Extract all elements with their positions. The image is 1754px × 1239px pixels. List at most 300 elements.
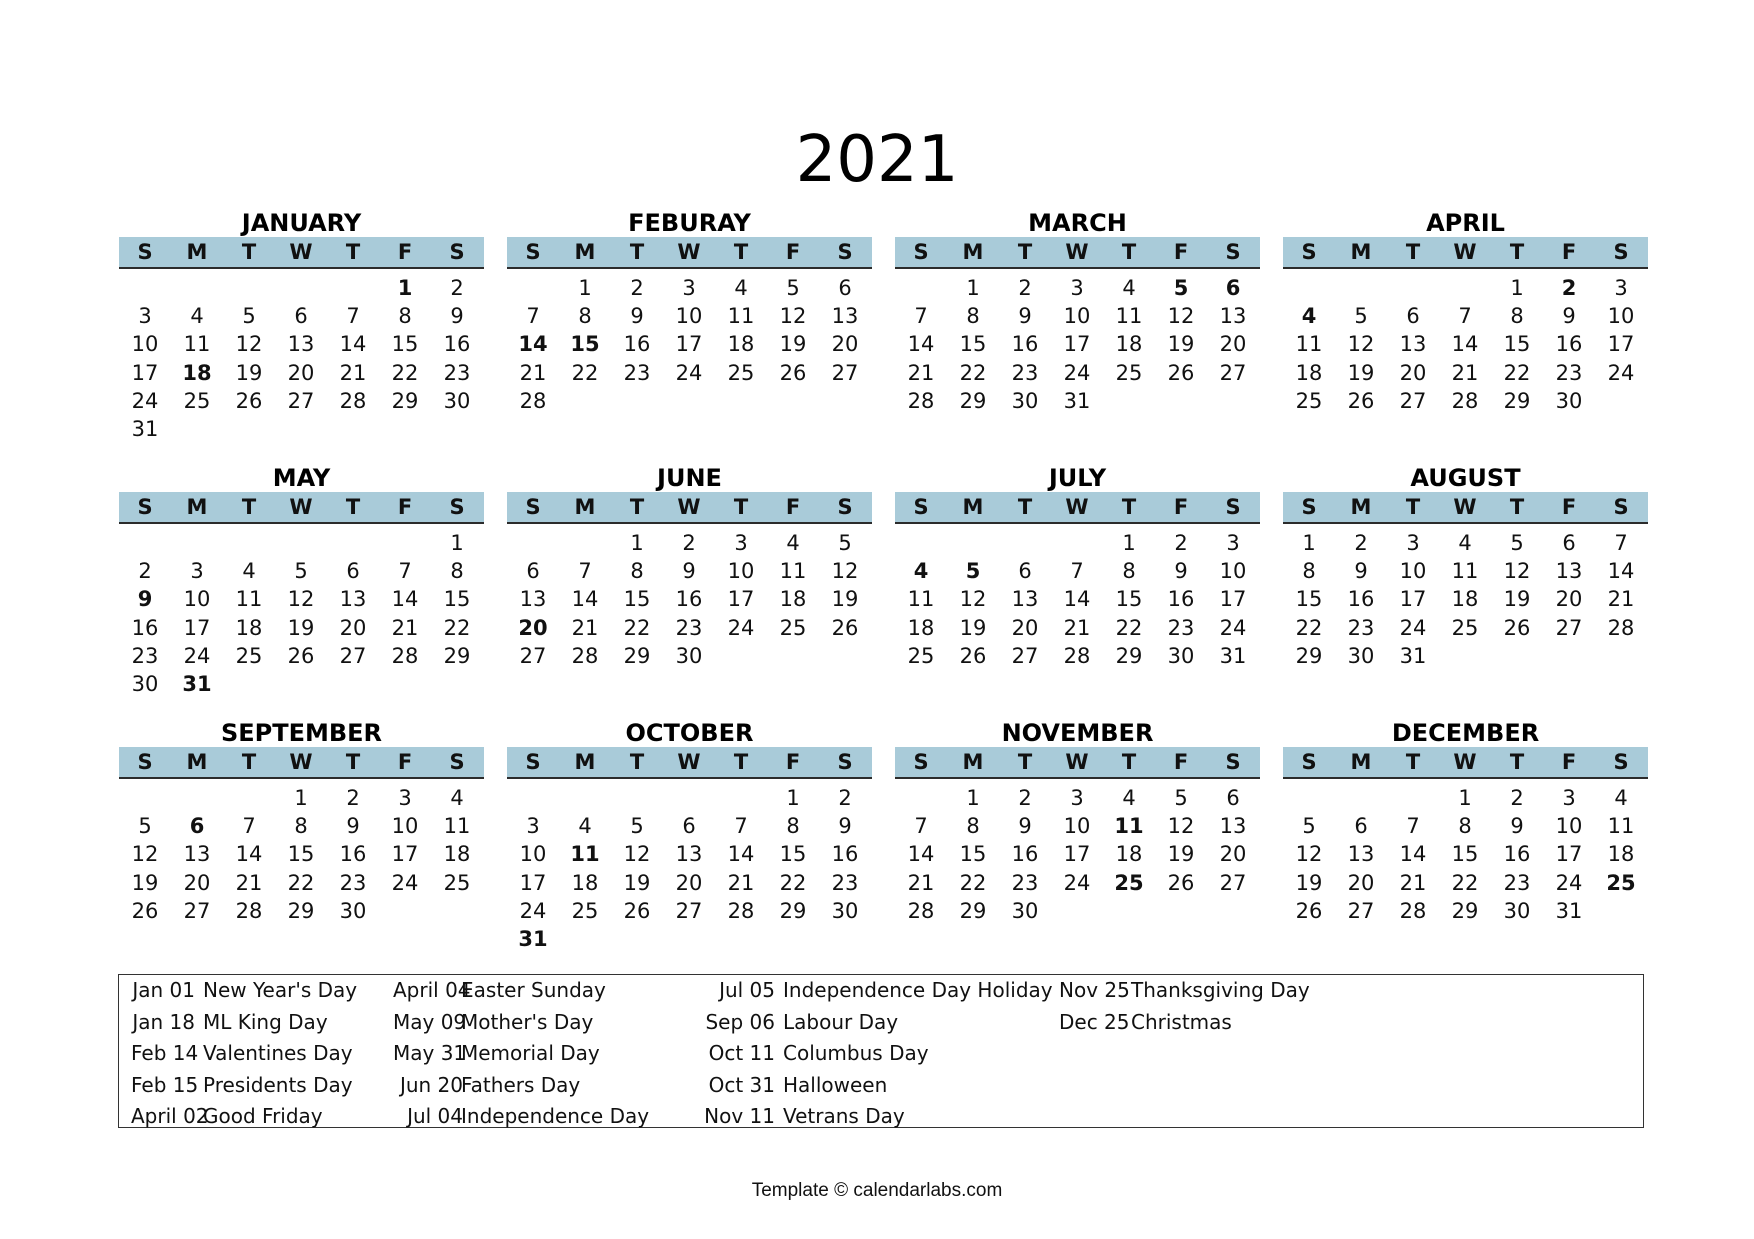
day-cell: 24 [1555, 870, 1583, 895]
day-cell: 12 [779, 304, 807, 329]
day-cell: 23 [1011, 870, 1039, 895]
day-cell: 13 [1347, 842, 1375, 867]
day-cell: 18 [571, 870, 599, 895]
day-cell: 19 [1503, 587, 1531, 612]
day-cell: 22 [959, 870, 987, 895]
day-cell: 12 [1295, 842, 1323, 867]
day-cell: 20 [1347, 870, 1375, 895]
day-cell: 19 [623, 870, 651, 895]
weekday-header: S [913, 240, 929, 264]
weekday-header: T [733, 495, 749, 519]
day-cell: 29 [391, 388, 419, 413]
holiday-name: ML King Day [203, 1009, 328, 1034]
day-cell: 25 [779, 615, 807, 640]
holiday-name: Easter Sunday [461, 978, 606, 1002]
holiday-day-cell: 11 [570, 842, 600, 867]
day-cell: 31 [1399, 643, 1427, 668]
day-cell: 29 [959, 898, 987, 923]
footer-credit: Template © calendarlabs.com [751, 1180, 1003, 1201]
weekday-header: S [1613, 495, 1629, 519]
day-cell: 27 [183, 898, 211, 923]
day-cell: 28 [1063, 643, 1091, 668]
weekday-header: T [1405, 495, 1421, 519]
empty-day-cell [715, 784, 767, 812]
day-cell: 14 [907, 332, 935, 357]
day-cell: 8 [1302, 559, 1316, 584]
holiday-row [687, 1101, 1067, 1133]
empty-day-cell [895, 529, 947, 557]
day-cell: 9 [1018, 304, 1032, 329]
day-cell: 15 [1115, 587, 1143, 612]
day-cell: 20 [1219, 842, 1247, 867]
day-cell: 2 [682, 531, 696, 555]
weekday-header: T [1017, 495, 1033, 519]
day-cell: 12 [959, 587, 987, 612]
day-cell: 9 [682, 559, 696, 584]
day-grid [1283, 269, 1647, 415]
day-cell: 3 [1226, 531, 1240, 555]
day-cell: 2 [838, 786, 852, 810]
holiday-day-cell: 9 [137, 587, 153, 612]
day-cell: 25 [183, 388, 211, 413]
day-cell: 18 [907, 615, 935, 640]
empty-day-cell [1283, 784, 1335, 812]
holiday-day-cell: 1 [397, 276, 413, 300]
weekday-header-row [119, 237, 484, 269]
holiday-row [1047, 975, 1427, 1007]
day-cell: 1 [966, 276, 980, 300]
day-cell: 11 [443, 814, 471, 839]
day-cell: 15 [959, 842, 987, 867]
day-cell: 28 [1399, 898, 1427, 923]
holiday-day-cell: 18 [182, 360, 212, 385]
weekday-header: T [733, 750, 749, 774]
day-cell: 2 [1018, 786, 1032, 810]
day-cell: 24 [727, 615, 755, 640]
day-cell: 4 [786, 531, 800, 555]
day-cell: 2 [450, 276, 464, 300]
weekday-header: S [913, 495, 929, 519]
day-cell: 3 [682, 276, 696, 300]
day-cell: 18 [1607, 842, 1635, 867]
day-cell: 20 [1555, 587, 1583, 612]
day-cell: 11 [1295, 332, 1323, 357]
day-cell: 20 [183, 870, 211, 895]
weekday-header: T [241, 240, 257, 264]
day-cell: 29 [1115, 643, 1143, 668]
day-cell: 9 [1562, 304, 1576, 329]
day-cell: 17 [1219, 587, 1247, 612]
day-cell: 18 [1295, 360, 1323, 385]
day-cell: 24 [131, 388, 159, 413]
weekday-header-row [119, 747, 484, 779]
weekday-header: S [1613, 750, 1629, 774]
day-cell: 4 [242, 559, 256, 584]
day-cell: 19 [1167, 332, 1195, 357]
day-grid [507, 779, 871, 953]
day-cell: 25 [443, 870, 471, 895]
day-cell: 17 [1607, 332, 1635, 357]
day-cell: 24 [675, 360, 703, 385]
holiday-name: Mother's Day [461, 1009, 594, 1034]
holiday-date: Nov 25 [1059, 978, 1130, 1002]
page-title: 2021 [795, 123, 959, 197]
day-cell: 24 [183, 643, 211, 668]
day-cell: 29 [779, 898, 807, 923]
day-cell: 13 [1219, 304, 1247, 329]
day-cell: 5 [838, 531, 852, 555]
day-cell: 14 [1399, 842, 1427, 867]
day-cell: 26 [779, 360, 807, 385]
day-cell: 19 [779, 332, 807, 357]
day-cell: 3 [1614, 276, 1628, 300]
day-cell: 19 [131, 870, 159, 895]
day-cell: 21 [519, 360, 547, 385]
day-cell: 22 [959, 360, 987, 385]
day-grid [507, 269, 871, 415]
day-cell: 29 [1295, 643, 1323, 668]
day-cell: 2 [138, 559, 152, 584]
day-cell: 28 [391, 643, 419, 668]
day-cell: 8 [398, 304, 412, 329]
day-cell: 3 [1070, 786, 1084, 810]
holiday-date: May 09 [393, 1009, 467, 1034]
weekday-header: S [449, 495, 465, 519]
day-cell: 30 [131, 671, 159, 696]
day-cell: 6 [346, 559, 360, 584]
day-cell: 13 [183, 842, 211, 867]
day-cell: 30 [443, 388, 471, 413]
weekday-header: T [345, 750, 361, 774]
weekday-header: W [677, 495, 701, 519]
day-cell: 12 [287, 587, 315, 612]
day-cell: 7 [914, 814, 928, 839]
holiday-name: Labour Day [783, 1009, 899, 1034]
holiday-date: Nov 11 [704, 1104, 775, 1128]
holiday-list [118, 974, 1644, 1128]
weekday-header: S [137, 240, 153, 264]
month-name: JANUARY [241, 209, 362, 237]
month-march [895, 209, 1260, 445]
month-october [507, 719, 872, 955]
empty-day-cell [119, 784, 171, 812]
weekday-header: S [449, 750, 465, 774]
day-cell: 17 [183, 615, 211, 640]
month-june [507, 464, 872, 700]
weekday-header: T [1509, 750, 1525, 774]
month-august [1283, 464, 1648, 700]
weekday-header: F [1173, 240, 1189, 264]
day-cell: 13 [339, 587, 367, 612]
day-cell: 23 [1347, 615, 1375, 640]
day-cell: 15 [1503, 332, 1531, 357]
weekday-header: S [837, 240, 853, 264]
day-cell: 21 [235, 870, 263, 895]
weekday-header: T [1017, 240, 1033, 264]
day-cell: 10 [131, 332, 159, 357]
empty-day-cell [379, 529, 431, 557]
day-cell: 21 [571, 615, 599, 640]
holiday-day-cell: 6 [1225, 276, 1241, 300]
weekday-header: T [733, 240, 749, 264]
day-cell: 25 [907, 643, 935, 668]
day-cell: 21 [907, 360, 935, 385]
month-name: JUNE [657, 464, 722, 492]
day-cell: 21 [391, 615, 419, 640]
holiday-date: Jul 04 [407, 1104, 463, 1128]
weekday-header: S [837, 495, 853, 519]
day-cell: 29 [443, 643, 471, 668]
day-cell: 5 [1174, 786, 1188, 810]
day-cell: 13 [675, 842, 703, 867]
empty-day-cell [1387, 784, 1439, 812]
day-cell: 5 [1354, 304, 1368, 329]
weekday-header: W [1453, 240, 1477, 264]
day-cell: 6 [682, 814, 696, 839]
holiday-day-cell: 20 [518, 615, 548, 640]
day-cell: 12 [831, 559, 859, 584]
weekday-header: M [186, 750, 208, 774]
weekday-header: W [677, 240, 701, 264]
weekday-header: F [397, 240, 413, 264]
holiday-name: Presidents Day [203, 1072, 353, 1097]
holiday-date: Feb 14 [131, 1041, 199, 1065]
day-cell: 20 [831, 332, 859, 357]
day-cell: 10 [183, 587, 211, 612]
day-cell: 17 [727, 587, 755, 612]
day-cell: 22 [287, 870, 315, 895]
weekday-header-row [507, 492, 872, 524]
weekday-header: S [1301, 750, 1317, 774]
day-cell: 26 [287, 643, 315, 668]
day-cell: 11 [1607, 814, 1635, 839]
holiday-name: Halloween [783, 1072, 888, 1097]
holiday-date: April 02 [131, 1104, 209, 1128]
day-cell: 30 [675, 643, 703, 668]
day-cell: 5 [242, 304, 256, 329]
holiday-day-cell: 31 [182, 671, 212, 696]
day-cell: 22 [1295, 615, 1323, 640]
day-cell: 2 [1018, 276, 1032, 300]
holiday-date: Jan 18 [132, 1009, 195, 1034]
day-cell: 22 [1451, 870, 1479, 895]
holiday-day-cell: 4 [913, 559, 929, 584]
empty-day-cell [171, 529, 223, 557]
day-cell: 14 [339, 332, 367, 357]
day-cell: 8 [294, 814, 308, 839]
day-cell: 26 [1347, 388, 1375, 413]
day-cell: 12 [235, 332, 263, 357]
day-cell: 14 [391, 587, 419, 612]
holiday-name: Thanksgiving Day [1131, 978, 1310, 1002]
day-cell: 13 [1399, 332, 1427, 357]
weekday-header: W [1065, 495, 1089, 519]
weekday-header: S [1613, 240, 1629, 264]
day-cell: 8 [630, 559, 644, 584]
holiday-day-cell: 11 [1114, 814, 1144, 839]
day-cell: 23 [675, 615, 703, 640]
weekday-header: S [1301, 240, 1317, 264]
empty-day-cell [1335, 274, 1387, 302]
day-cell: 14 [1607, 559, 1635, 584]
day-cell: 3 [526, 814, 540, 839]
day-cell: 15 [1295, 587, 1323, 612]
day-cell: 27 [675, 898, 703, 923]
holiday-day-cell: 25 [1114, 870, 1144, 895]
day-cell: 19 [235, 360, 263, 385]
weekday-header: S [913, 750, 929, 774]
weekday-header-row [507, 237, 872, 269]
day-cell: 26 [131, 898, 159, 923]
day-cell: 28 [727, 898, 755, 923]
day-cell: 27 [831, 360, 859, 385]
day-cell: 15 [779, 842, 807, 867]
day-cell: 6 [1018, 559, 1032, 584]
weekday-header: W [289, 495, 313, 519]
weekday-header: S [525, 495, 541, 519]
day-cell: 6 [838, 276, 852, 300]
day-cell: 7 [578, 559, 592, 584]
day-cell: 13 [1219, 814, 1247, 839]
weekday-header: S [1225, 495, 1241, 519]
day-cell: 12 [1347, 332, 1375, 357]
day-cell: 19 [287, 615, 315, 640]
weekday-header: F [397, 495, 413, 519]
day-cell: 3 [1562, 786, 1576, 810]
day-cell: 1 [1510, 276, 1524, 300]
day-cell: 28 [235, 898, 263, 923]
weekday-header: M [1350, 240, 1372, 264]
day-grid [119, 269, 483, 443]
day-cell: 3 [1406, 531, 1420, 555]
day-cell: 7 [1070, 559, 1084, 584]
weekday-header: M [574, 240, 596, 264]
holiday-date: Jan 01 [132, 978, 195, 1002]
month-july [895, 464, 1260, 700]
weekday-header-row [119, 492, 484, 524]
day-cell: 30 [1011, 388, 1039, 413]
weekday-header: M [574, 495, 596, 519]
day-cell: 4 [1122, 276, 1136, 300]
day-cell: 9 [1510, 814, 1524, 839]
month-name: FEBURAY [628, 209, 751, 237]
day-cell: 2 [630, 276, 644, 300]
day-cell: 30 [339, 898, 367, 923]
day-cell: 6 [1226, 786, 1240, 810]
day-cell: 1 [630, 531, 644, 555]
month-name: OCTOBER [625, 719, 754, 747]
day-cell: 17 [1063, 332, 1091, 357]
holiday-day-cell: 31 [518, 926, 548, 951]
weekday-header-row [1283, 492, 1648, 524]
day-cell: 20 [1399, 360, 1427, 385]
day-cell: 11 [727, 304, 755, 329]
weekday-header: M [962, 750, 984, 774]
day-cell: 31 [1063, 388, 1091, 413]
day-cell: 26 [959, 643, 987, 668]
day-cell: 7 [734, 814, 748, 839]
weekday-header: S [525, 750, 541, 774]
day-cell: 8 [1122, 559, 1136, 584]
day-cell: 23 [1167, 615, 1195, 640]
day-cell: 16 [831, 842, 859, 867]
day-cell: 3 [1070, 276, 1084, 300]
empty-day-cell [895, 784, 947, 812]
weekday-header: W [1065, 240, 1089, 264]
day-cell: 23 [131, 643, 159, 668]
day-cell: 13 [1555, 559, 1583, 584]
day-cell: 9 [450, 304, 464, 329]
day-grid [119, 524, 483, 698]
holiday-date: Feb 15 [131, 1072, 199, 1097]
weekday-header: S [1225, 750, 1241, 774]
weekday-header: T [629, 495, 645, 519]
day-grid [507, 524, 871, 670]
day-cell: 2 [1510, 786, 1524, 810]
weekday-header: T [1405, 240, 1421, 264]
day-cell: 6 [294, 304, 308, 329]
day-cell: 10 [675, 304, 703, 329]
holiday-row [687, 1007, 1067, 1039]
day-cell: 10 [1063, 814, 1091, 839]
day-cell: 19 [831, 587, 859, 612]
day-cell: 5 [630, 814, 644, 839]
day-cell: 11 [235, 587, 263, 612]
empty-day-cell [223, 784, 275, 812]
holiday-column [687, 975, 1067, 1133]
day-cell: 4 [1458, 531, 1472, 555]
day-cell: 11 [183, 332, 211, 357]
weekday-header: M [962, 495, 984, 519]
holiday-column [1047, 975, 1427, 1038]
weekday-header: F [1561, 495, 1577, 519]
day-cell: 20 [287, 360, 315, 385]
empty-day-cell [171, 784, 223, 812]
holiday-name: Vetrans Day [783, 1104, 905, 1128]
day-cell: 6 [1406, 304, 1420, 329]
weekday-header: F [785, 240, 801, 264]
day-cell: 8 [450, 559, 464, 584]
day-cell: 10 [1607, 304, 1635, 329]
holiday-name: New Year's Day [203, 978, 358, 1002]
day-cell: 26 [1503, 615, 1531, 640]
day-cell: 17 [675, 332, 703, 357]
day-cell: 8 [1510, 304, 1524, 329]
empty-day-cell [275, 274, 327, 302]
weekday-header: S [837, 750, 853, 774]
day-cell: 12 [131, 842, 159, 867]
day-cell: 13 [1011, 587, 1039, 612]
day-cell: 28 [519, 388, 547, 413]
day-cell: 25 [1295, 388, 1323, 413]
day-cell: 7 [398, 559, 412, 584]
day-cell: 16 [1555, 332, 1583, 357]
day-cell: 20 [1219, 332, 1247, 357]
day-cell: 15 [1451, 842, 1479, 867]
day-cell: 14 [907, 842, 935, 867]
empty-day-cell [223, 529, 275, 557]
day-cell: 16 [1503, 842, 1531, 867]
day-cell: 17 [1555, 842, 1583, 867]
day-cell: 6 [1354, 814, 1368, 839]
day-cell: 8 [786, 814, 800, 839]
weekday-header: F [785, 750, 801, 774]
day-cell: 27 [1399, 388, 1427, 413]
day-cell: 31 [131, 416, 159, 441]
day-grid [895, 779, 1259, 925]
weekday-header: T [629, 240, 645, 264]
holiday-name: Memorial Day [461, 1041, 600, 1065]
